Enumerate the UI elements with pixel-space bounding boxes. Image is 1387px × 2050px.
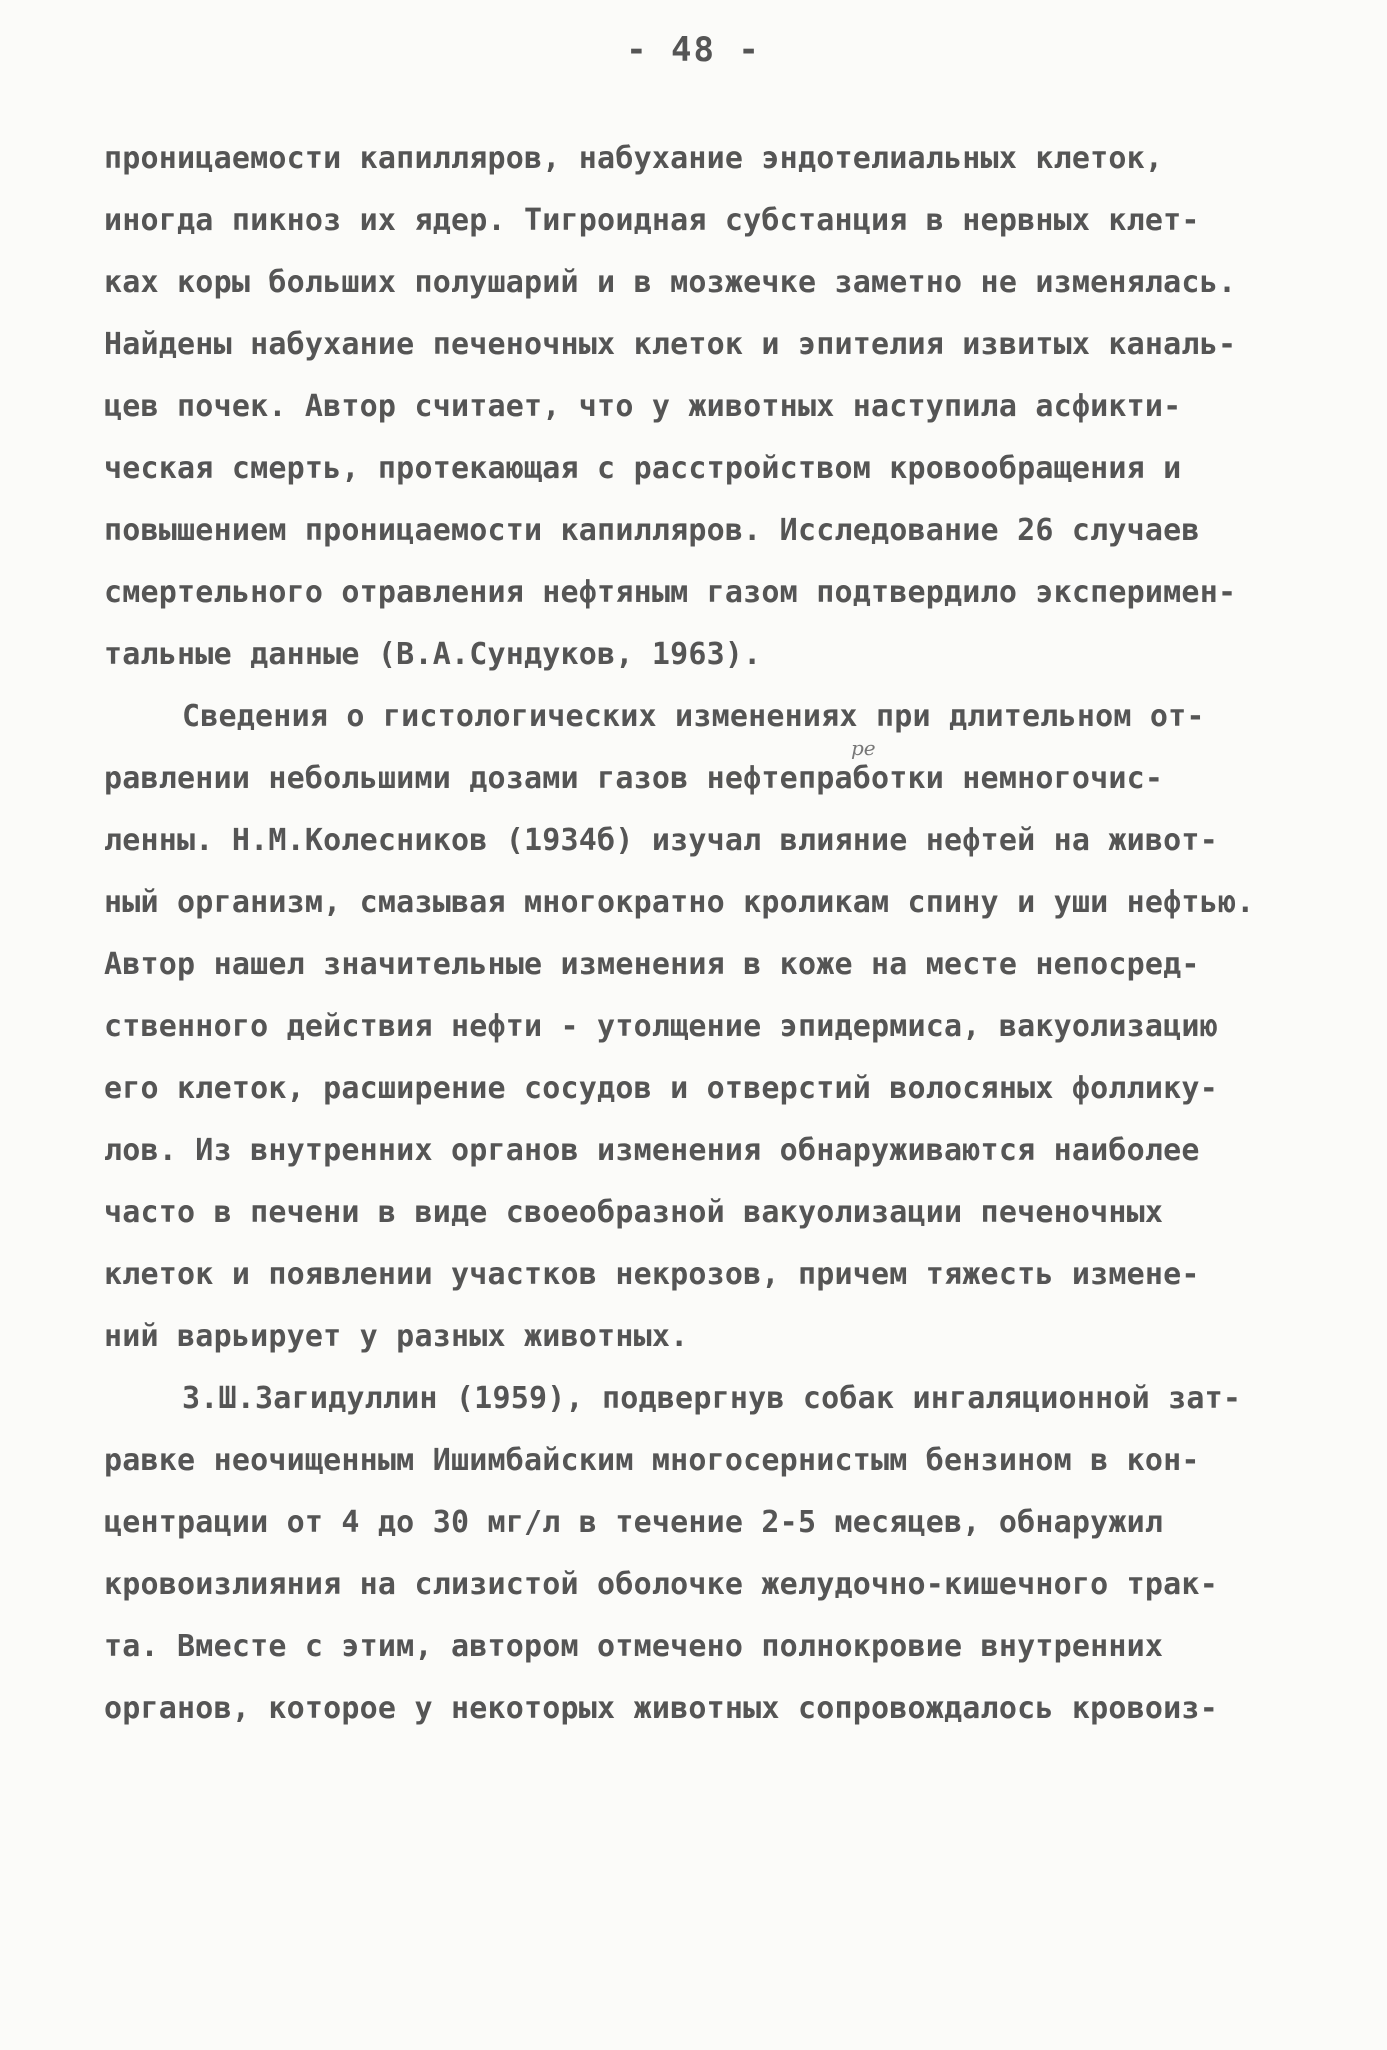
text-line: ленны. Н.М.Колесников (1934б) изучал влияние нефтей на живот- <box>104 823 1218 858</box>
paragraph-first-line: Сведения о гистологических изменениях при длительном от- <box>182 699 1205 734</box>
text-line: его клеток, расширение сосудов и отверстий волосяных фоллику- <box>104 1071 1218 1106</box>
text-line: ственного действия нефти - утолщение эпидермиса, вакуолизацию <box>104 1009 1218 1044</box>
text-line: смертельного отравления нефтяным газом подтвердило эксперимен- <box>104 575 1237 610</box>
text-line: ний варьирует у разных животных. <box>104 1319 689 1354</box>
text-line: ках коры больших полушарий и в мозжечке заметно не изменялась. <box>104 265 1237 300</box>
paragraph-first-line: З.Ш.Загидуллин (1959), подвергнув собак ингаляционной зат- <box>182 1381 1242 1416</box>
text-line: кровоизлияния на слизистой оболочке желудочно-кишечного трак- <box>104 1567 1218 1602</box>
page-number: - 48 - <box>626 30 761 70</box>
text-line: клеток и появлении участков некрозов, причем тяжесть измене- <box>104 1257 1200 1292</box>
text-line: равлении небольшими дозами газов нефтепработки немногочис- <box>104 761 1164 796</box>
text-line: ный организм, смазывая многократно кроликам спину и уши нефтью. <box>104 885 1255 920</box>
text-line: тальные данные (В.А.Сундуков, 1963). <box>104 637 762 672</box>
text-line: ческая смерть, протекающая с расстройством кровообращения и <box>104 451 1182 486</box>
text-line: лов. Из внутренних органов изменения обнаруживаются наиболее <box>104 1133 1200 1168</box>
text-line: та. Вместе с этим, автором отмечено полнокровие внутренних <box>104 1629 1164 1664</box>
text-line: повышением проницаемости капилляров. Исследование 26 случаев <box>104 513 1200 548</box>
text-line: органов, которое у некоторых животных сопровождалось кровоиз- <box>104 1691 1218 1726</box>
text-line: центрации от 4 до 30 мг/л в течение 2-5 месяцев, обнаружил <box>104 1505 1164 1540</box>
text-line: равке неочищенным Ишимбайским многосернистым бензином в кон- <box>104 1443 1200 1478</box>
body-text <box>104 128 1284 1740</box>
text-line: Автор нашел значительные изменения в коже на месте непосред- <box>104 947 1200 982</box>
text-line: проницаемости капилляров, набухание эндотелиальных клеток, <box>104 141 1164 176</box>
handwritten-correction: ре <box>851 736 876 760</box>
text-line: иногда пикноз их ядер. Тигроидная субстанция в нервных клет- <box>104 203 1200 238</box>
text-line: цев почек. Автор считает, что у животных наступила асфикти- <box>104 389 1182 424</box>
text-line: Найдены набухание печеночных клеток и эпителия извитых каналь- <box>104 327 1237 362</box>
text-line: часто в печени в виде своеобразной вакуолизации печеночных <box>104 1195 1164 1230</box>
